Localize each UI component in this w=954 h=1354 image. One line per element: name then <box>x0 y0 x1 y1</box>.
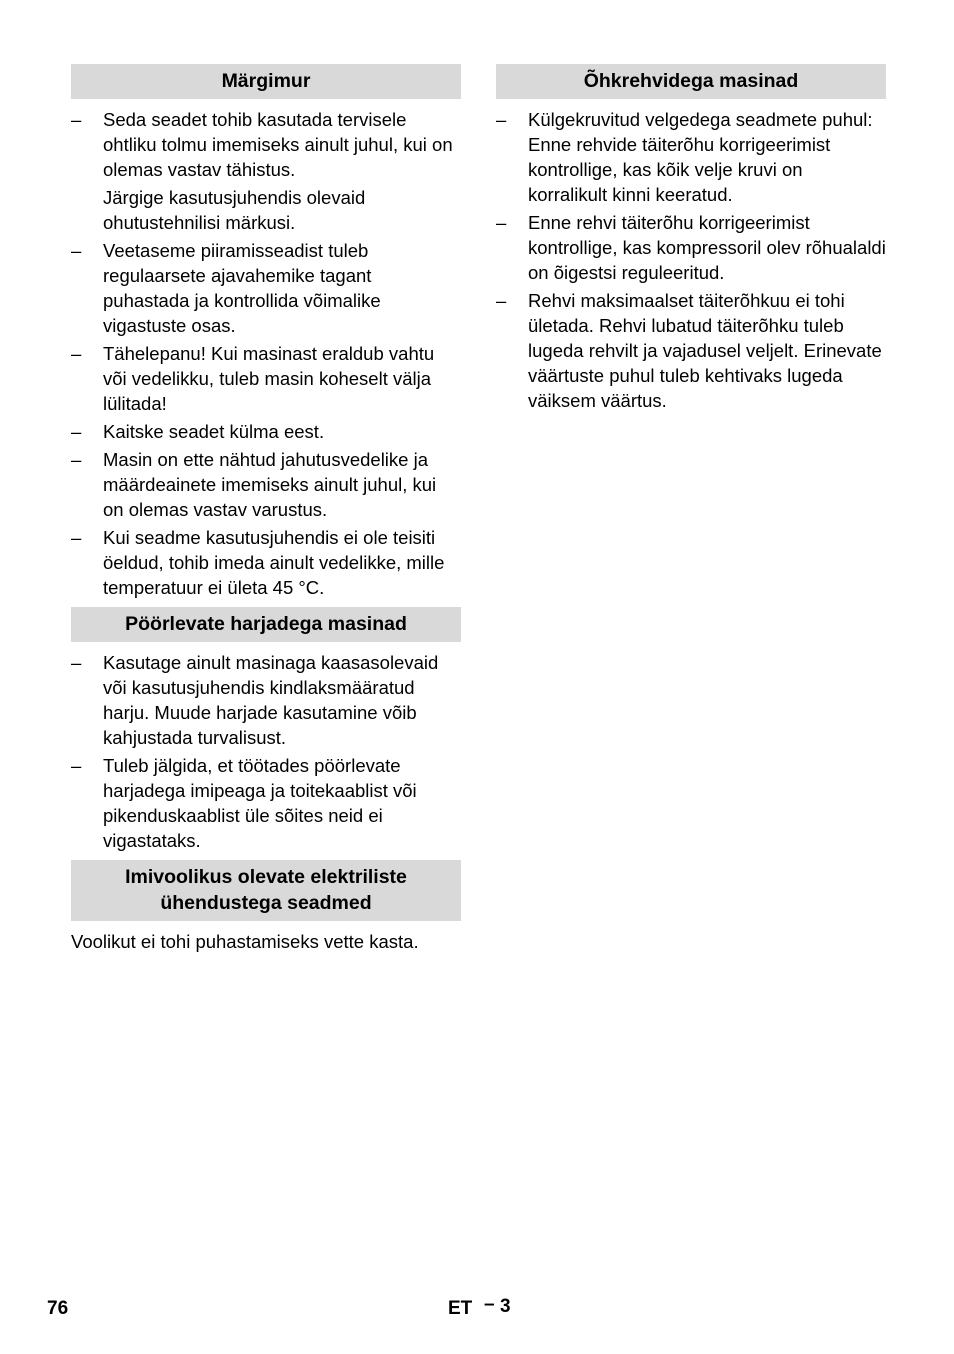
dash-bullet: – <box>71 109 82 130</box>
item-text: Külgekruvitud velgedega seadmete puhul: Enne rehvide täiterõhu korrigeerimist kontrollige, kas kõik velje kruvi on korralikult kinni keeratud. <box>528 109 873 205</box>
bullet-list-rotating-brushes <box>71 650 461 853</box>
list-item <box>496 107 886 207</box>
footer-dash: – <box>484 1294 495 1315</box>
dash-bullet: – <box>496 212 507 233</box>
bullet-list-pneumatic-tyres <box>496 107 886 413</box>
list-item <box>496 288 886 413</box>
item-text: Kaitske seadet külma eest. <box>103 421 325 442</box>
right-column <box>496 64 886 416</box>
dash-bullet: – <box>71 421 82 442</box>
item-text: Kui seadme kasutusjuhendis ei ole teisiti öeldud, tohib imeda ainult vedelikke, mille temperatuur ei ületa 45 °C. <box>103 527 445 598</box>
dash-bullet: – <box>496 109 507 130</box>
list-item <box>71 525 461 600</box>
subpage-number: 3 <box>500 1296 511 1317</box>
list-item <box>71 238 461 338</box>
list-item <box>71 753 461 853</box>
item-text: Veetaseme piiramisseadist tuleb regulaarsete ajavahemike tagant puhastada ja kontrollida võimalike vigastuste osas. <box>103 240 381 336</box>
left-column <box>71 64 461 954</box>
item-text: Rehvi maksimaalset täiterõhkuu ei tohi ületada. Rehvi lubatud täiterõhku tuleb lugeda rehvilt ja vajadusel veljelt. Erinevate väärtuste puhul tuleb kehtivaks lugeda väiksem väärtus. <box>528 290 882 411</box>
list-item <box>71 341 461 416</box>
list-item <box>71 419 461 444</box>
item-text: Seda seadet tohib kasutada tervisele ohtliku tolmu imemiseks ainult juhul, kui on olemas vastav tähistus. <box>103 109 453 180</box>
dash-bullet: – <box>71 240 82 261</box>
section-heading-pneumatic-tyres: Õhkrehvidega masinad <box>496 64 886 99</box>
language-code: ET <box>448 1298 473 1319</box>
bullet-list-margimur <box>71 107 461 600</box>
section-heading-rotating-brushes: Pöörlevate harjadega masinad <box>71 607 461 642</box>
dash-bullet: – <box>71 755 82 776</box>
item-text: Tähelepanu! Kui masinast eraldub vahtu või vedelikku, tuleb masin koheselt välja lülitada! <box>103 343 435 414</box>
item-text: Tuleb jälgida, et töötades pöörlevate harjadega imipeaga ja toitekaablist või pikenduskaablist üle sõites neid ei vigastataks. <box>103 755 417 851</box>
item-text: Masin on ette nähtud jahutusvedelike ja määrdeainete imemiseks ainult juhul, kui on olemas vastav varustus. <box>103 449 437 520</box>
list-item <box>71 650 461 750</box>
item-text: Kasutage ainult masinaga kaasasolevaid või kasutusjuhendis kindlaksmääratud harju. Muude harjade kasutamine võib kahjustada turvalisust. <box>103 652 439 748</box>
dash-bullet: – <box>71 343 82 364</box>
list-item <box>71 447 461 522</box>
dash-bullet: – <box>71 652 82 673</box>
dash-bullet: – <box>71 449 82 470</box>
list-item <box>71 107 461 235</box>
section-heading-hose-connections: Imivoolikus olevate elektriliste ühendustega seadmed <box>71 860 461 921</box>
item-subtext: Järgige kasutusjuhendis olevaid ohutustehnilisi märkusi. <box>103 187 366 233</box>
dash-bullet: – <box>71 527 82 548</box>
page-number: 76 <box>47 1298 69 1319</box>
dash-bullet: – <box>496 290 507 311</box>
list-item <box>496 210 886 285</box>
section-heading-margimur: Märgimur <box>71 64 461 99</box>
item-text: Enne rehvi täiterõhu korrigeerimist kontrollige, kas kompressoril olev rõhualaldi on õigestsi reguleeritud. <box>528 212 886 283</box>
hose-paragraph: Voolikut ei tohi puhastamiseks vette kasta. <box>71 931 419 952</box>
